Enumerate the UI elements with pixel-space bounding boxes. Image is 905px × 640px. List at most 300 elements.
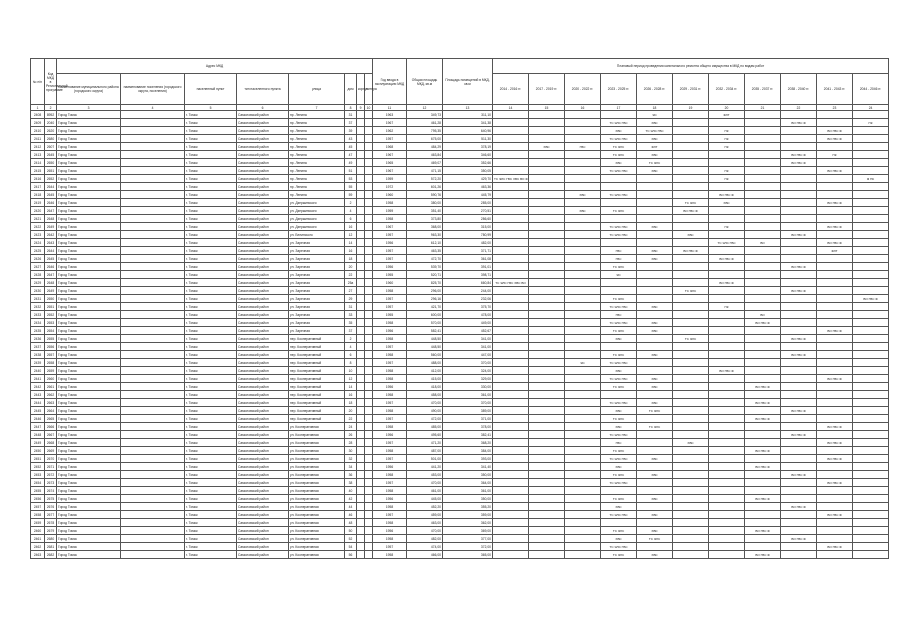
cell-work-period — [745, 455, 781, 463]
header-cell-house: дом — [345, 74, 357, 105]
cell-b: 350,05 — [443, 167, 493, 175]
cell-a: 471,20 — [407, 439, 443, 447]
cell-empty — [357, 295, 365, 303]
cell-work-period — [781, 399, 817, 407]
cell-b: 382,41 — [443, 431, 493, 439]
cell-y: 1956 — [373, 431, 407, 439]
cell-settl — [121, 327, 185, 335]
cell-y: 1959 — [373, 207, 407, 215]
cell-b: 244,00 — [443, 287, 493, 295]
cell-work-period: ЭС — [565, 359, 601, 367]
cell-st: ул. Кооперативная — [289, 487, 345, 495]
cell-h: 6 — [345, 215, 357, 223]
cell-work-period: ТС ЭЛС ГВС — [601, 303, 637, 311]
cell-work-period — [673, 503, 709, 511]
cell-work-period — [709, 311, 745, 319]
cell-work-period: ТС ЭЛС — [601, 471, 637, 479]
cell-pt: г. Томск — [185, 503, 237, 511]
cell-work-period — [745, 303, 781, 311]
cell-id: 2655 — [45, 335, 57, 343]
cell-work-period — [817, 287, 853, 295]
cell-work-period — [529, 247, 565, 255]
cell-settl — [121, 519, 185, 527]
cell-work-period: ТС ЭЛС ГВС — [601, 431, 637, 439]
cell-ptype: Самоловский район — [237, 503, 289, 511]
cell-a: 466,00 — [407, 551, 443, 559]
cell-y: 1958 — [373, 367, 407, 375]
cell-h: 37 — [345, 119, 357, 127]
cell-b: 232,06 — [443, 295, 493, 303]
cell-h: 46 — [345, 511, 357, 519]
cell-settl — [121, 463, 185, 471]
cell-work-period: ВО ГВС Ф — [745, 415, 781, 423]
header-column-number: 15 — [529, 105, 565, 111]
cell-b: 482,00 — [443, 239, 493, 247]
cell-pt: г. Томск — [185, 143, 237, 151]
cell-st: пр. Ленина — [289, 167, 345, 175]
cell-id: 2650 — [45, 159, 57, 167]
cell-work-period — [709, 423, 745, 431]
cell-id: 2672 — [45, 471, 57, 479]
cell-work-period: ХВС — [637, 167, 673, 175]
cell-id: 2660 — [45, 375, 57, 383]
cell-work-period — [853, 279, 889, 287]
cell-work-period — [853, 311, 889, 319]
cell-work-period — [709, 407, 745, 415]
header-cell-area2: Площадь помещений в МКД, кв.м — [443, 59, 493, 105]
cell-work-period — [493, 535, 529, 543]
table-row — [31, 527, 889, 535]
cell-work-period — [853, 431, 889, 439]
cell-n: 2425 — [31, 247, 45, 255]
cell-work-period — [745, 367, 781, 375]
cell-work-period — [565, 375, 601, 383]
cell-work-period — [853, 231, 889, 239]
cell-pt: г. Томск — [185, 175, 237, 183]
cell-work-period — [601, 111, 637, 119]
cell-work-period — [637, 287, 673, 295]
cell-work-period — [493, 335, 529, 343]
cell-st: ул. Кооперативная — [289, 519, 345, 527]
cell-b: 359,00 — [443, 511, 493, 519]
cell-empty — [357, 471, 365, 479]
cell-work-period — [745, 119, 781, 127]
cell-n: 2429 — [31, 279, 45, 287]
cell-empty — [365, 143, 373, 151]
cell-a: 601,26 — [407, 183, 443, 191]
cell-empty — [357, 231, 365, 239]
cell-work-period — [529, 311, 565, 319]
cell-st: пер. Кооперативный — [289, 351, 345, 359]
cell-work-period: ЭС — [637, 111, 673, 119]
cell-empty — [357, 215, 365, 223]
cell-work-period — [817, 519, 853, 527]
cell-settl — [121, 431, 185, 439]
cell-empty — [365, 175, 373, 183]
cell-work-period — [493, 527, 529, 535]
cell-st: ул. Кооперативная — [289, 535, 345, 543]
cell-pt: г. Томск — [185, 351, 237, 359]
cell-work-period — [673, 527, 709, 535]
cell-pt: г. Томск — [185, 303, 237, 311]
cell-mun: Город Томск — [57, 231, 121, 239]
cell-settl — [121, 495, 185, 503]
cell-empty — [357, 183, 365, 191]
table-row — [31, 551, 889, 559]
cell-work-period: ПК — [709, 127, 745, 135]
cell-work-period: ВО ГВС Ф — [709, 279, 745, 287]
cell-settl — [121, 119, 185, 127]
cell-a: 463,84 — [407, 151, 443, 159]
cell-h: 4 — [345, 343, 357, 351]
header-column-number: 8 — [345, 105, 357, 111]
cell-work-period: ХВС — [601, 367, 637, 375]
cell-work-period — [565, 263, 601, 271]
cell-pt: г. Томск — [185, 471, 237, 479]
cell-id: 2659 — [45, 367, 57, 375]
cell-a: 459,00 — [407, 511, 443, 519]
cell-settl — [121, 111, 185, 119]
header-column-number: 17 — [601, 105, 637, 111]
header-column-number: 16 — [565, 105, 601, 111]
cell-mun: Город Томск — [57, 175, 121, 183]
cell-empty — [357, 311, 365, 319]
cell-work-period — [493, 471, 529, 479]
cell-work-period — [637, 359, 673, 367]
cell-pt: г. Томск — [185, 423, 237, 431]
header-column-number: 21 — [745, 105, 781, 111]
cell-b: 640,96 — [443, 127, 493, 135]
cell-y: 1956 — [373, 463, 407, 471]
cell-st: пр. Ленина — [289, 151, 345, 159]
cell-work-period — [781, 199, 817, 207]
cell-work-period — [817, 535, 853, 543]
cell-n: 2438 — [31, 351, 45, 359]
cell-work-period — [493, 511, 529, 519]
cell-work-period — [601, 239, 637, 247]
cell-work-period: ТС ЭЛС ГВС ХВС ВО — [493, 279, 529, 287]
cell-work-period: ХВС — [601, 463, 637, 471]
cell-id: 2664 — [45, 407, 57, 415]
cell-ptype: Самоловский район — [237, 143, 289, 151]
cell-empty — [365, 231, 373, 239]
cell-settl — [121, 167, 185, 175]
cell-st: ул. Кооперативная — [289, 455, 345, 463]
cell-work-period — [709, 375, 745, 383]
cell-empty — [365, 423, 373, 431]
cell-mun: Город Томск — [57, 167, 121, 175]
table-row — [31, 487, 889, 495]
cell-work-period: ВО ГВС Ф — [745, 495, 781, 503]
cell-work-period — [781, 295, 817, 303]
cell-id: 2646 — [45, 199, 57, 207]
cell-work-period — [529, 495, 565, 503]
cell-work-period — [817, 487, 853, 495]
cell-work-period — [673, 119, 709, 127]
cell-work-period — [673, 239, 709, 247]
cell-work-period — [529, 223, 565, 231]
cell-work-period — [493, 359, 529, 367]
cell-h: 35 — [345, 319, 357, 327]
cell-b: 341,00 — [443, 343, 493, 351]
cell-work-period: ТС ЭЛС ГВС — [601, 511, 637, 519]
cell-work-period — [565, 431, 601, 439]
cell-work-period — [781, 255, 817, 263]
cell-work-period — [529, 519, 565, 527]
cell-st: ул. Дзержинского — [289, 207, 345, 215]
cell-work-period — [817, 279, 853, 287]
cell-n: 2412 — [31, 143, 45, 151]
table-row — [31, 111, 889, 119]
cell-work-period: ПК — [709, 303, 745, 311]
cell-empty — [365, 375, 373, 383]
cell-mun: Город Томск — [57, 471, 121, 479]
cell-empty — [357, 439, 365, 447]
cell-work-period: ТС ЭЛС — [601, 295, 637, 303]
table-row — [31, 335, 889, 343]
cell-y: 1955 — [373, 311, 407, 319]
cell-work-period — [853, 151, 889, 159]
cell-work-period — [493, 231, 529, 239]
cell-work-period — [853, 199, 889, 207]
table-row — [31, 431, 889, 439]
cell-pt: г. Томск — [185, 151, 237, 159]
cell-work-period — [709, 215, 745, 223]
cell-pt: г. Томск — [185, 135, 237, 143]
cell-st: ул. Кооперативная — [289, 495, 345, 503]
cell-empty — [365, 359, 373, 367]
cell-work-period — [529, 295, 565, 303]
cell-work-period — [673, 535, 709, 543]
cell-empty — [365, 287, 373, 295]
cell-n: 2445 — [31, 407, 45, 415]
cell-h: 14 — [345, 383, 357, 391]
cell-work-period — [529, 231, 565, 239]
cell-work-period — [565, 399, 601, 407]
cell-work-period — [529, 471, 565, 479]
cell-work-period — [745, 503, 781, 511]
cell-work-period — [673, 495, 709, 503]
cell-settl — [121, 295, 185, 303]
cell-a: 448,50 — [407, 343, 443, 351]
cell-pt: г. Томск — [185, 327, 237, 335]
cell-work-period — [637, 207, 673, 215]
cell-work-period — [493, 383, 529, 391]
cell-work-period — [529, 503, 565, 511]
cell-y: 1958 — [373, 215, 407, 223]
cell-ptype: Самоловский район — [237, 191, 289, 199]
cell-id: 2651 — [45, 167, 57, 175]
cell-mun: Город Томск — [57, 287, 121, 295]
cell-work-period — [745, 423, 781, 431]
cell-work-period — [745, 391, 781, 399]
cell-work-period — [601, 279, 637, 287]
cell-b: 660,84 — [443, 279, 493, 287]
cell-a: 539,70 — [407, 263, 443, 271]
cell-empty — [357, 271, 365, 279]
cell-n: 2418 — [31, 191, 45, 199]
cell-st: ул. Заречная — [289, 303, 345, 311]
cell-work-period — [781, 327, 817, 335]
cell-empty — [357, 303, 365, 311]
header-cell-settl: наименование поселения (городского округа, поселения) — [121, 74, 185, 105]
cell-settl — [121, 551, 185, 559]
cell-settl — [121, 527, 185, 535]
cell-ptype: Самоловский район — [237, 311, 289, 319]
cell-work-period: ХВС — [637, 399, 673, 407]
cell-work-period — [745, 255, 781, 263]
cell-work-period — [745, 335, 781, 343]
cell-work-period — [529, 511, 565, 519]
cell-empty — [365, 351, 373, 359]
cell-pt: г. Томск — [185, 215, 237, 223]
cell-work-period: ТС ЭЛС ГВС — [709, 239, 745, 247]
table-row — [31, 303, 889, 311]
cell-work-period: ХВС — [601, 503, 637, 511]
cell-settl — [121, 343, 185, 351]
cell-work-period — [673, 127, 709, 135]
cell-work-period — [637, 215, 673, 223]
cell-st: ул. Кооперативная — [289, 503, 345, 511]
cell-mun: Город Томск — [57, 199, 121, 207]
cell-work-period: ВО ГВС Ф — [781, 431, 817, 439]
cell-work-period — [493, 543, 529, 551]
cell-h: 2 — [345, 199, 357, 207]
cell-work-period — [853, 527, 889, 535]
cell-a: 441,20 — [407, 463, 443, 471]
cell-settl — [121, 543, 185, 551]
cell-work-period — [853, 127, 889, 135]
cell-ptype: Самоловский район — [237, 247, 289, 255]
cell-mun: Город Томск — [57, 479, 121, 487]
cell-mun: Город Томск — [57, 207, 121, 215]
cell-ptype: Самоловский район — [237, 175, 289, 183]
cell-empty — [357, 503, 365, 511]
cell-pt: г. Томск — [185, 407, 237, 415]
cell-h: 47 — [345, 151, 357, 159]
cell-work-period — [781, 527, 817, 535]
table-row — [31, 183, 889, 191]
cell-work-period — [853, 135, 889, 143]
cell-a: 471,15 — [407, 167, 443, 175]
cell-work-period — [709, 463, 745, 471]
cell-work-period — [709, 335, 745, 343]
cell-work-period — [673, 447, 709, 455]
cell-work-period — [529, 271, 565, 279]
cell-work-period: ХВС — [529, 143, 565, 151]
cell-n: 2461 — [31, 535, 45, 543]
cell-work-period: ПК — [709, 223, 745, 231]
cell-work-period — [709, 359, 745, 367]
cell-work-period — [745, 279, 781, 287]
cell-empty — [357, 495, 365, 503]
cell-work-period — [853, 239, 889, 247]
header-cell-type2: тип населенного пункта — [237, 74, 289, 105]
cell-work-period: ТС ЭЛС — [637, 407, 673, 415]
cell-empty — [357, 447, 365, 455]
cell-empty — [365, 479, 373, 487]
cell-empty — [365, 495, 373, 503]
cell-work-period — [493, 263, 529, 271]
cell-empty — [365, 335, 373, 343]
cell-work-period — [781, 391, 817, 399]
cell-work-period — [673, 223, 709, 231]
cell-st: пер. Кооперативный — [289, 375, 345, 383]
cell-st: ул. Заречная — [289, 311, 345, 319]
cell-pt: г. Томск — [185, 311, 237, 319]
cell-ptype: Самоловский район — [237, 159, 289, 167]
header-cell-period: 2026 - 2028 гг. — [637, 74, 673, 105]
cell-work-period — [637, 279, 673, 287]
cell-empty — [357, 399, 365, 407]
cell-a: 453,00 — [407, 471, 443, 479]
header-cell-period: 2023 - 2025 гг. — [601, 74, 637, 105]
cell-settl — [121, 375, 185, 383]
cell-n: 2437 — [31, 343, 45, 351]
cell-y: 1956 — [373, 327, 407, 335]
table-row — [31, 503, 889, 511]
cell-empty — [357, 159, 365, 167]
cell-work-period — [781, 191, 817, 199]
cell-n: 2423 — [31, 231, 45, 239]
cell-work-period — [529, 159, 565, 167]
cell-work-period — [853, 351, 889, 359]
cell-h: 26 — [345, 431, 357, 439]
cell-pt: г. Томск — [185, 479, 237, 487]
cell-work-period — [673, 359, 709, 367]
cell-empty — [365, 519, 373, 527]
cell-work-period — [709, 455, 745, 463]
cell-work-period — [745, 519, 781, 527]
cell-work-period — [493, 447, 529, 455]
cell-work-period — [709, 527, 745, 535]
cell-work-period — [817, 183, 853, 191]
cell-empty — [357, 127, 365, 135]
cell-work-period — [745, 375, 781, 383]
cell-work-period — [745, 439, 781, 447]
table-row — [31, 423, 889, 431]
header-column-number: 2 — [45, 105, 57, 111]
cell-y: 1957 — [373, 511, 407, 519]
cell-work-period: ВО ГВС Ф — [781, 287, 817, 295]
cell-work-period — [529, 463, 565, 471]
cell-b: 270,51 — [443, 207, 493, 215]
cell-work-period — [853, 335, 889, 343]
cell-work-period — [853, 551, 889, 559]
cell-empty — [365, 127, 373, 135]
cell-work-period — [745, 175, 781, 183]
cell-work-period: ТС ЭЛС — [601, 415, 637, 423]
cell-n: 2451 — [31, 455, 45, 463]
cell-work-period — [529, 343, 565, 351]
cell-work-period — [493, 311, 529, 319]
cell-st: ул. Дзержинского — [289, 199, 345, 207]
cell-settl — [121, 359, 185, 367]
cell-work-period — [529, 127, 565, 135]
cell-settl — [121, 447, 185, 455]
cell-work-period: ГВС — [601, 255, 637, 263]
cell-work-period: ГВС — [601, 439, 637, 447]
cell-n: 2414 — [31, 159, 45, 167]
cell-work-period: ВО ГВС Ф — [817, 239, 853, 247]
cell-y: 1957 — [373, 255, 407, 263]
cell-work-period — [493, 239, 529, 247]
cell-n: 2420 — [31, 207, 45, 215]
cell-id: 2645 — [45, 255, 57, 263]
cell-pt: г. Томск — [185, 167, 237, 175]
cell-work-period — [709, 319, 745, 327]
cell-work-period — [853, 399, 889, 407]
